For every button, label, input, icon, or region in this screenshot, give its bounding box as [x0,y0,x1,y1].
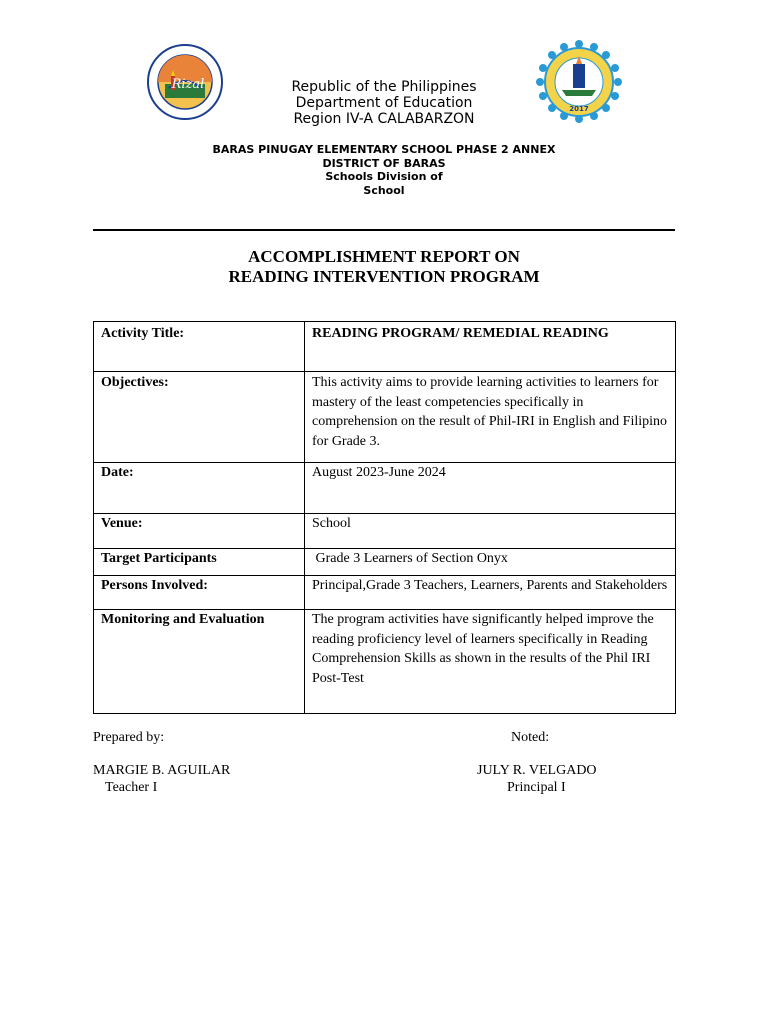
table-row [94,576,676,610]
noted-name: JULY R. VELGADO [477,763,597,778]
row-label: Date: [94,463,305,514]
report-title-line-2: READING INTERVENTION PROGRAM [228,267,540,286]
region-line: Region IV-A CALABARZON [293,111,475,127]
row-value: Principal,Grade 3 Teachers, Learners, Parents and Stakeholders [305,576,676,610]
school-name: BARAS PINUGAY ELEMENTARY SCHOOL PHASE 2 ANNEX [212,143,556,156]
row-value: This activity aims to provide learning activities to learners for mastery of the least competencies specifically in comprehension on the result of Phil-IRI in English and Filipino for Grade 3. [305,372,676,463]
report-title [134,247,634,287]
deped-rizal-logo [147,44,223,120]
row-label: Persons Involved: [94,576,305,610]
republic-line: Republic of the Philippines [291,79,477,95]
row-label: Monitoring and Evaluation [94,610,305,714]
row-label: Objectives: [94,372,305,463]
row-value: The program activities have significantly helped improve the reading proficiency level of learners specifically in Reading Comprehension Skills as shown in the results of the Phil IRI Post-Test [305,610,676,714]
row-value: School [305,514,676,549]
header-divider [93,229,675,231]
department-line: Department of Education [295,95,473,111]
table-row [94,322,676,372]
noted-label: Noted: [511,730,550,745]
table-row [94,514,676,549]
school-header [134,143,634,197]
government-header [234,79,534,127]
school-seal-logo [532,38,626,124]
prepared-title: Teacher I [105,780,158,795]
row-value: READING PROGRAM/ REMEDIAL READING [305,322,676,372]
table-row [94,610,676,714]
school-seal-year: 2017 [569,105,589,113]
division-line: Schools Division of [325,170,443,183]
school-line: School [363,183,405,197]
report-title-line-1: ACCOMPLISHMENT REPORT ON [248,247,520,266]
prepared-by-label: Prepared by: [93,730,165,745]
row-label: Venue: [94,514,305,549]
table-row [94,372,676,463]
row-label: Target Participants [94,549,305,576]
report-details-table [93,321,676,714]
noted-title: Principal I [507,780,566,795]
rizal-logo-text: Rizal [171,77,205,92]
row-value: Grade 3 Learners of Section Onyx [305,549,676,576]
row-value: August 2023-June 2024 [305,463,676,514]
district-name: DISTRICT OF BARAS [322,156,446,170]
prepared-name: MARGIE B. AGUILAR [93,763,231,778]
table-row [94,463,676,514]
row-label: Activity Title: [94,322,305,372]
table-row [94,549,676,576]
